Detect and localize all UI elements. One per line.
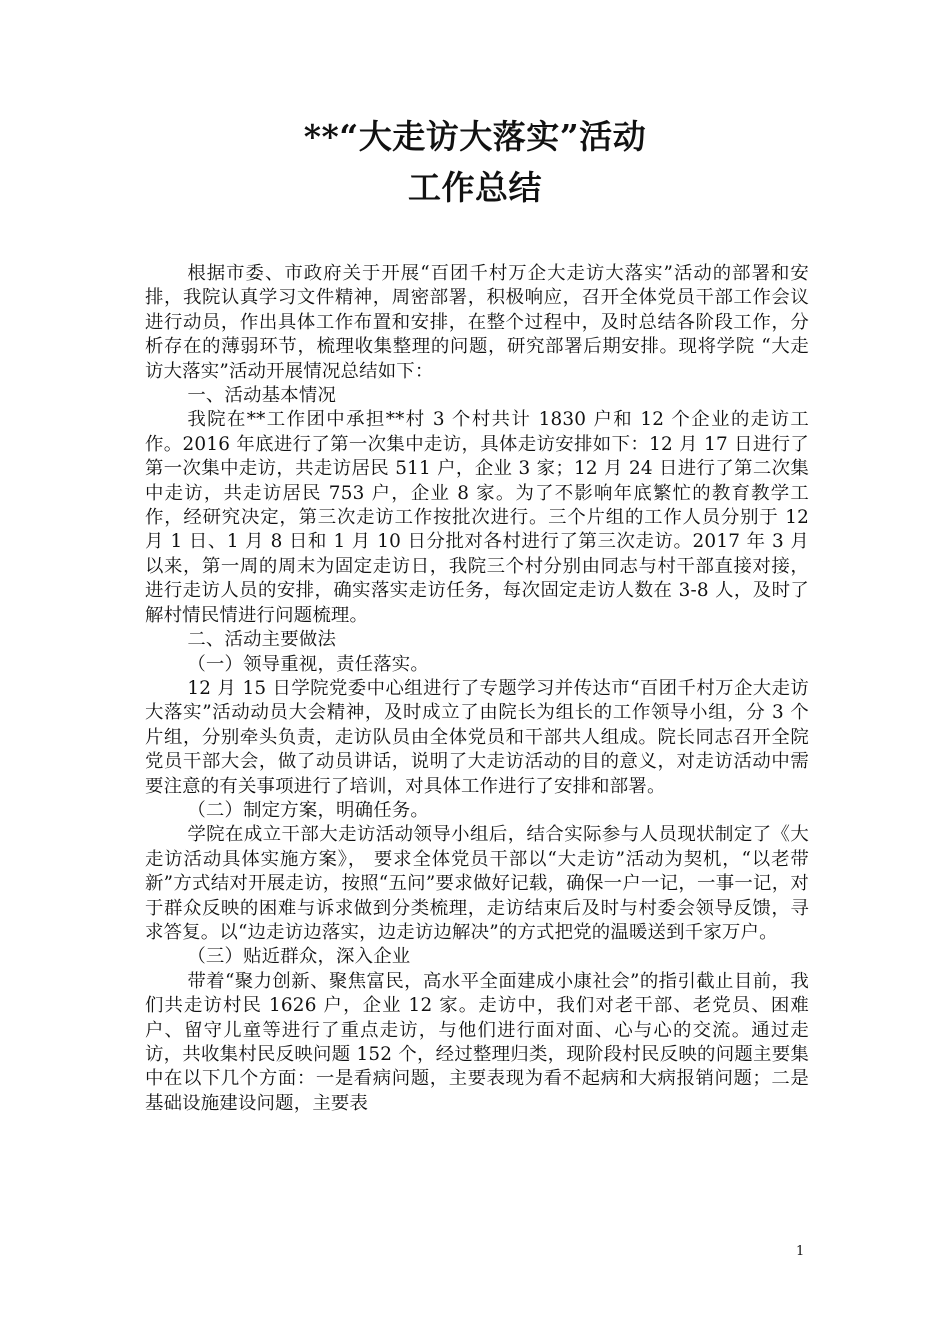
subsection-heading-1: （一）领导重视，责任落实。	[187, 653, 429, 675]
paragraph-leadership: 12 月 15 日学院党委中心组进行了专题学习并传达市“百团千村万企大走访大落实”活动动员大会精神，及时成立了由院长为组长的工作领导小组，分 3 个片组，分别牵头负责，走访队员由全体党员和干部共人组成。院长同志召开全院党员干部大会，做了动员讲话，说明了大走访活动的目的意义，对走访活动中需要注意的有关事项进行了培训，对具体工作进行了安排和部署。	[145, 677, 809, 797]
paragraph-basic-situation: 我院在**工作团中承担**村 3 个村共计 1830 户和 12 个企业的走访工作。2016 年底进行了第一次集中走访，具体走访安排如下：12 月 17 日进行了第一次集中走访，共走访居民 511 户，企业 3 家；12 月 24 日进行了第二次集中走访，共走访居民 753 户，企业 8 家。为了不影响年底繁忙的教育教学工作，经研究决定，第三次走访工作按批次进行。三个片组的工作人员分别于 12 月 1 日、1 月 8 日和 1 月 10 日分批对各村进行了第三次走访。2017 年 3 月以来，第一周的周末为固定走访日，我院三个村分别由同志与村干部直接对接，进行走访人员的安排，确实落实走访任务，每次固定走访人数在 3-8 人，及时了解村情民情进行问题梳理。	[145, 409, 809, 626]
section-heading-1: 一、活动基本情况	[187, 385, 337, 407]
subsection-heading-3: （三）贴近群众，深入企业	[187, 946, 411, 968]
page-number: 1	[796, 1244, 805, 1259]
section-heading-2: 二、活动主要做法	[187, 629, 337, 651]
document-title-line-1: **“大走访大落实”活动	[303, 117, 647, 156]
paragraph-plan: 学院在成立干部大走访活动领导小组后，结合实际参与人员现状制定了《大走访活动具体实施方案》， 要求全体党员干部以“大走访”活动为契机，“以老带新”方式结对开展走访，按照“五问”要求做好记载，确保一户一记，一事一记，对于群众反映的困难与诉求做到分类梳理，走访结束后及时与村委会领导反馈，寻求答复。以“边走访边落实，边走访边解决”的方式把党的温暖送到千家万户。	[145, 824, 809, 943]
paragraph-grassroots: 带着“聚力创新、聚焦富民，高水平全面建成小康社会”的指引截止目前，我们共走访村民 1626 户，企业 12 家。走访中，我们对老干部、老党员、困难户、留守儿童等进行了重点走访，与他们进行面对面、心与心的交流。通过走访，共收集村民反映问题 152 个，经过整理归类，现阶段村民反映的问题主要集中在以下几个方面：一是看病问题，主要表现为看不起病和大病报销问题；二是基础设施建设问题，主要表	[145, 970, 809, 1114]
paragraph-intro: 根据市委、市政府关于开展“百团千村万企大走访大落实”活动的部署和安排，我院认真学习文件精神，周密部署，积极响应，召开全体党员干部工作会议进行动员，作出具体工作布置和安排，在整个过程中，及时总结各阶段工作，分析存在的薄弱环节，梳理收集整理的问题，研究部署后期安排。现将学院 “大走访大落实”活动开展情况总结如下：	[145, 263, 809, 382]
subsection-heading-2: （二）制定方案，明确任务。	[187, 799, 429, 821]
document-title-line-2: 工作总结	[408, 168, 542, 207]
document-body	[145, 262, 809, 1116]
